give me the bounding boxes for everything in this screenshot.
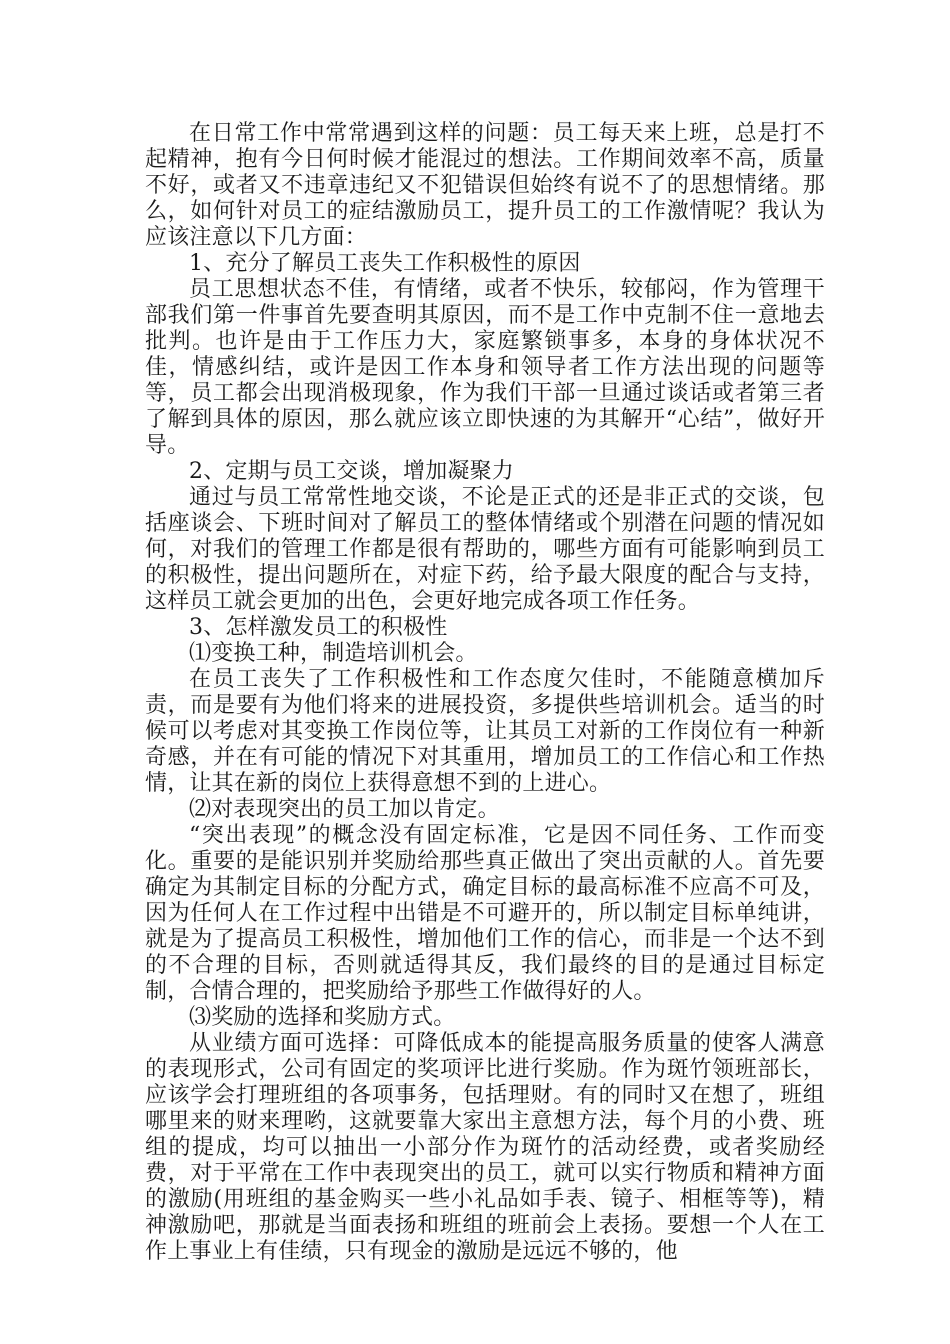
subsection-1-paragraph: 在员工丧失了工作积极性和工作态度欠佳时，不能随意横加斥责，而是要有为他们将来的进展投资，多提供些培训机会。适当的时候可以考虑对其变换工作岗位等，让其员工对新的工作岗位有一种新奇感，并在有可能的情况下对其重用，增加员工的工作信心和工作热情，让其在新的岗位上获得意想不到的上进心。 <box>145 667 825 796</box>
subsection-2-paragraph: “突出表现”的概念没有固定标准，它是因不同任务、工作而变化。重要的是能识别并奖励给那些真正做出了突出贡献的人。首先要确定为其制定目标的分配方式，确定目标的最高标准不应高不可及，因为任何人在工作过程中出错是不可避开的，所以制定目标单纯讲，就是为了提高员工积极性，增加他们工作的信心，而非是一个达不到的不合理的目标，否则就适得其反，我们最终的目的是通过目标定制，合情合理的，把奖励给予那些工作做得好的人。 <box>145 823 825 1004</box>
section-heading-2: 2、定期与员工交谈，增加凝聚力 <box>189 459 514 484</box>
subsection-heading-2: ⑵对表现突出的员工加以肯定。 <box>189 797 500 822</box>
document-body <box>145 121 825 1265</box>
section-heading-1: 1、充分了解员工丧失工作积极性的原因 <box>189 251 581 276</box>
subsection-heading-1: ⑴变换工种，制造培训机会。 <box>189 641 478 666</box>
section-1-paragraph: 员工思想状态不佳，有情绪，或者不快乐，较郁闷，作为管理干部我们第一件事首先要查明其原因，而不是工作中克制不住一意地去批判。也许是由于工作压力大，家庭繁锁事多，本身的身体状况不佳，情感纠结，或许是因工作本身和领导者工作方法出现的问题等等，员工都会出现消极现象，作为我们干部一旦通过谈话或者第三者了解到具体的原因，那么就应该立即快速的为其解开“心结”，做好开导。 <box>145 277 825 458</box>
section-heading-3: 3、怎样激发员工的积极性 <box>189 615 448 640</box>
section-2-paragraph: 通过与员工常常性地交谈，不论是正式的还是非正式的交谈，包括座谈会、下班时间对了解员工的整体情绪或个别潜在问题的情况如何，对我们的管理工作都是很有帮助的，哪些方面有可能影响到员工的积极性，提出问题所在，对症下药，给予最大限度的配合与支持，这样员工就会更加的出色，会更好地完成各项工作任务。 <box>145 485 825 614</box>
subsection-3-paragraph: 从业绩方面可选择：可降低成本的能提高服务质量的使客人满意的表现形式，公司有固定的奖项评比进行奖励。作为斑竹领班部长，应该学会打理班组的各项事务，包括理财。有的同时又在想了，班组哪里来的财来理哟，这就要靠大家出主意想方法，每个月的小费、班组的提成，均可以抽出一小部分作为斑竹的活动经费，或者奖励经费，对于平常在工作中表现突出的员工，就可以实行物质和精神方面的激励(用班组的基金购买一些小礼品如手表、镜子、相框等等)，精神激励吧，那就是当面表扬和班组的班前会上表扬。要想一个人在工作上事业上有佳绩，只有现金的激励是远远不够的，他 <box>145 1031 825 1264</box>
intro-paragraph: 在日常工作中常常遇到这样的问题：员工每天来上班，总是打不起精神，抱有今日何时候才能混过的想法。工作期间效率不高，质量不好，或者又不违章违纪又不犯错误但始终有说不了的思想情绪。那么，如何针对员工的症结激励员工，提升员工的工作激情呢？我认为应该注意以下几方面： <box>145 121 825 250</box>
subsection-heading-3: ⑶奖励的选择和奖励方式。 <box>189 1005 456 1030</box>
